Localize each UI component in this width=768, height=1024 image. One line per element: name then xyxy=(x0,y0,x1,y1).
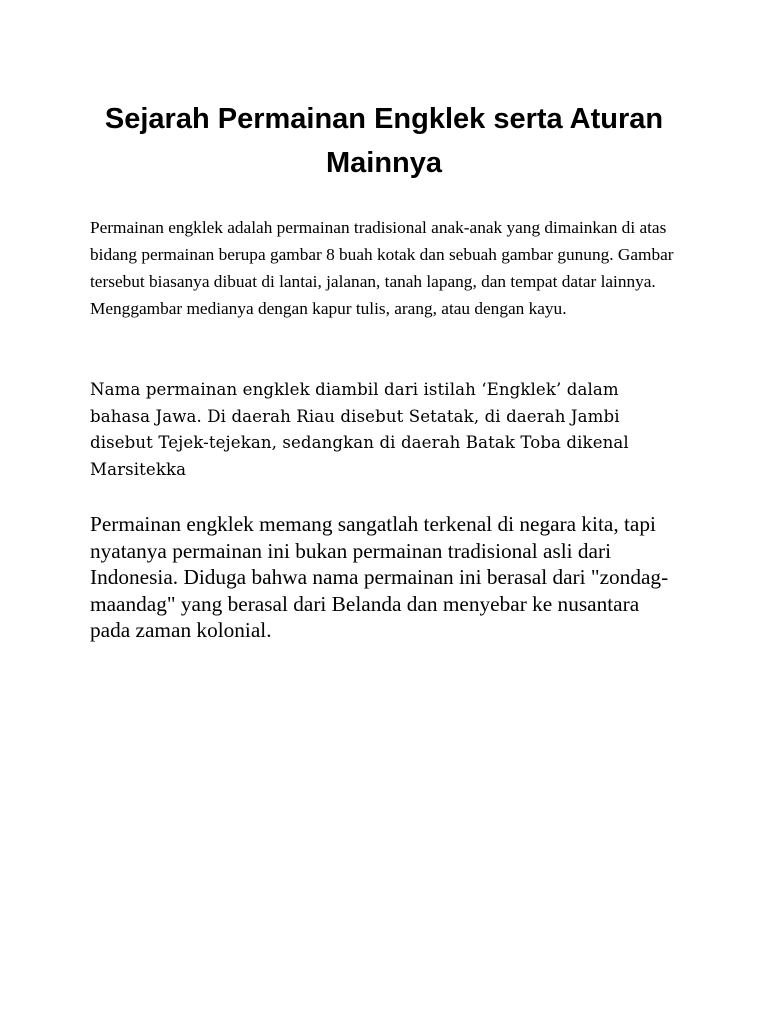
paragraph-1: Permainan engklek adalah permainan tradisional anak-anak yang dimainkan di atas bidang permainan berupa gambar 8 buah kotak dan sebuah gambar gunung. Gambar tersebut biasanya dibuat di lantai, jalanan, tanah lapang, dan tempat datar lainnya. Menggambar medianya dengan kapur tulis, arang, atau dengan kayu. xyxy=(90,218,674,318)
page-title: Sejarah Permainan Engklek serta Aturan Mainnya xyxy=(104,103,664,179)
paragraph-2: Nama permainan engklek diambil dari istilah ‘Engklek’ dalam bahasa Jawa. Di daerah Riau disebut Setatak, di daerah Jambi disebut Tejek-tejekan, sedangkan di daerah Batak Toba dikenal Marsitekka xyxy=(90,380,629,479)
paragraph-3: Permainan engklek memang sangatlah terkenal di negara kita, tapi nyatanya permainan ini bukan permainan tradisional asli dari Indonesia. Diduga bahwa nama permainan ini berasal dari "zondag-maandag" yang berasal dari Belanda dan menyebar ke nusantara pada zaman kolonial. xyxy=(90,512,669,642)
